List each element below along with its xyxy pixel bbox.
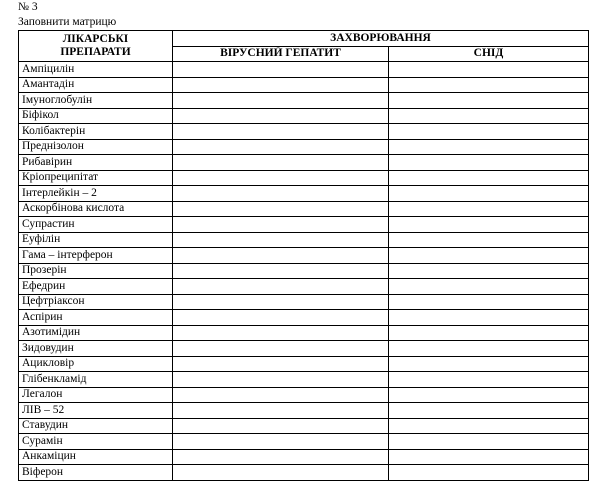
table-row <box>19 201 589 217</box>
table-row <box>19 294 589 310</box>
drug-name-cell: Аспірин <box>19 310 173 326</box>
aids-cell[interactable] <box>389 418 589 434</box>
matrix-body <box>19 62 589 481</box>
table-row <box>19 403 589 419</box>
viral-hepatitis-cell[interactable] <box>173 294 389 310</box>
table-row <box>19 310 589 326</box>
drug-name-cell: Ацикловір <box>19 356 173 372</box>
drug-name-cell: Інтерлейкін – 2 <box>19 186 173 202</box>
task-number: № 3 <box>18 1 38 13</box>
aids-cell[interactable] <box>389 356 589 372</box>
aids-cell[interactable] <box>389 372 589 388</box>
viral-hepatitis-cell[interactable] <box>173 217 389 233</box>
table-row <box>19 372 589 388</box>
drug-name-cell: Анкаміцин <box>19 449 173 465</box>
viral-hepatitis-cell[interactable] <box>173 263 389 279</box>
aids-cell[interactable] <box>389 124 589 140</box>
drug-name-cell: Азотимідин <box>19 325 173 341</box>
drugs-header-line1: ЛІКАРСЬКІ <box>62 32 129 45</box>
drug-name-cell: Ефедрин <box>19 279 173 295</box>
viral-hepatitis-cell[interactable] <box>173 170 389 186</box>
aids-cell[interactable] <box>389 155 589 171</box>
drug-name-cell: Легалон <box>19 387 173 403</box>
table-row <box>19 465 589 481</box>
aids-cell[interactable] <box>389 139 589 155</box>
viral-hepatitis-cell[interactable] <box>173 232 389 248</box>
drug-name-cell: Прозерін <box>19 263 173 279</box>
drug-name-cell: Амантадін <box>19 77 173 93</box>
viral-hepatitis-cell[interactable] <box>173 186 389 202</box>
table-row <box>19 449 589 465</box>
drug-name-cell: Імуноглобулін <box>19 93 173 109</box>
aids-cell[interactable] <box>389 387 589 403</box>
aids-cell[interactable] <box>389 232 589 248</box>
viral-hepatitis-cell[interactable] <box>173 77 389 93</box>
viral-hepatitis-cell[interactable] <box>173 139 389 155</box>
table-row <box>19 263 589 279</box>
aids-cell[interactable] <box>389 325 589 341</box>
aids-cell[interactable] <box>389 434 589 450</box>
aids-cell[interactable] <box>389 341 589 357</box>
drug-name-cell: Глібенкламід <box>19 372 173 388</box>
viral-hepatitis-cell[interactable] <box>173 155 389 171</box>
drug-name-cell: Супрастин <box>19 217 173 233</box>
table-row <box>19 77 589 93</box>
viral-hepatitis-column-header: ВІРУСНИЙ ГЕПАТИТ <box>173 46 389 62</box>
viral-hepatitis-cell[interactable] <box>173 93 389 109</box>
viral-hepatitis-cell[interactable] <box>173 108 389 124</box>
table-row <box>19 217 589 233</box>
table-row <box>19 124 589 140</box>
table-row <box>19 325 589 341</box>
aids-cell[interactable] <box>389 108 589 124</box>
viral-hepatitis-cell[interactable] <box>173 248 389 264</box>
instruction-text: Заповнити матрицю <box>18 16 117 28</box>
aids-cell[interactable] <box>389 93 589 109</box>
viral-hepatitis-cell[interactable] <box>173 310 389 326</box>
drugs-column-header <box>19 31 173 62</box>
aids-cell[interactable] <box>389 62 589 78</box>
aids-cell[interactable] <box>389 310 589 326</box>
viral-hepatitis-cell[interactable] <box>173 341 389 357</box>
viral-hepatitis-cell[interactable] <box>173 434 389 450</box>
header-row-top <box>19 31 589 47</box>
viral-hepatitis-cell[interactable] <box>173 279 389 295</box>
table-row <box>19 62 589 78</box>
viral-hepatitis-cell[interactable] <box>173 403 389 419</box>
table-row <box>19 186 589 202</box>
table-row <box>19 108 589 124</box>
viral-hepatitis-cell[interactable] <box>173 387 389 403</box>
aids-cell[interactable] <box>389 403 589 419</box>
table-row <box>19 434 589 450</box>
drugs-header-line2: ПРЕПАРАТИ <box>60 46 131 58</box>
viral-hepatitis-cell[interactable] <box>173 465 389 481</box>
drug-name-cell: Еуфілін <box>19 232 173 248</box>
table-row <box>19 232 589 248</box>
aids-cell[interactable] <box>389 449 589 465</box>
drug-name-cell: Ставудин <box>19 418 173 434</box>
drug-name-cell: Віферон <box>19 465 173 481</box>
aids-cell[interactable] <box>389 77 589 93</box>
diseases-group-header: ЗАХВОРЮВАННЯ <box>173 31 589 47</box>
aids-cell[interactable] <box>389 186 589 202</box>
aids-cell[interactable] <box>389 263 589 279</box>
aids-cell[interactable] <box>389 217 589 233</box>
table-row <box>19 93 589 109</box>
table-row <box>19 418 589 434</box>
viral-hepatitis-cell[interactable] <box>173 418 389 434</box>
aids-column-header: СНІД <box>389 46 589 62</box>
drug-name-cell: ЛІВ – 52 <box>19 403 173 419</box>
aids-cell[interactable] <box>389 201 589 217</box>
viral-hepatitis-cell[interactable] <box>173 201 389 217</box>
viral-hepatitis-cell[interactable] <box>173 372 389 388</box>
drug-name-cell: Преднізолон <box>19 139 173 155</box>
aids-cell[interactable] <box>389 294 589 310</box>
table-row <box>19 387 589 403</box>
table-row <box>19 248 589 264</box>
table-row <box>19 170 589 186</box>
aids-cell[interactable] <box>389 248 589 264</box>
drug-disease-matrix <box>18 30 589 481</box>
viral-hepatitis-cell[interactable] <box>173 62 389 78</box>
aids-cell[interactable] <box>389 170 589 186</box>
drug-name-cell: Рибавірин <box>19 155 173 171</box>
drug-name-cell: Біфікол <box>19 108 173 124</box>
drug-name-cell: Колібактерін <box>19 124 173 140</box>
table-row <box>19 279 589 295</box>
drug-name-cell: Цефтріаксон <box>19 294 173 310</box>
drug-name-cell: Гама – інтерферон <box>19 248 173 264</box>
aids-cell[interactable] <box>389 465 589 481</box>
drug-name-cell: Сурамін <box>19 434 173 450</box>
table-row <box>19 139 589 155</box>
viral-hepatitis-cell[interactable] <box>173 449 389 465</box>
table-row <box>19 341 589 357</box>
drug-name-cell: Кріопреципітат <box>19 170 173 186</box>
viral-hepatitis-cell[interactable] <box>173 124 389 140</box>
viral-hepatitis-cell[interactable] <box>173 325 389 341</box>
table-row <box>19 155 589 171</box>
drug-name-cell: Аскорбінова кислота <box>19 201 173 217</box>
drug-name-cell: Зидовудин <box>19 341 173 357</box>
aids-cell[interactable] <box>389 279 589 295</box>
viral-hepatitis-cell[interactable] <box>173 356 389 372</box>
table-row <box>19 356 589 372</box>
drug-name-cell: Ампіцилін <box>19 62 173 78</box>
